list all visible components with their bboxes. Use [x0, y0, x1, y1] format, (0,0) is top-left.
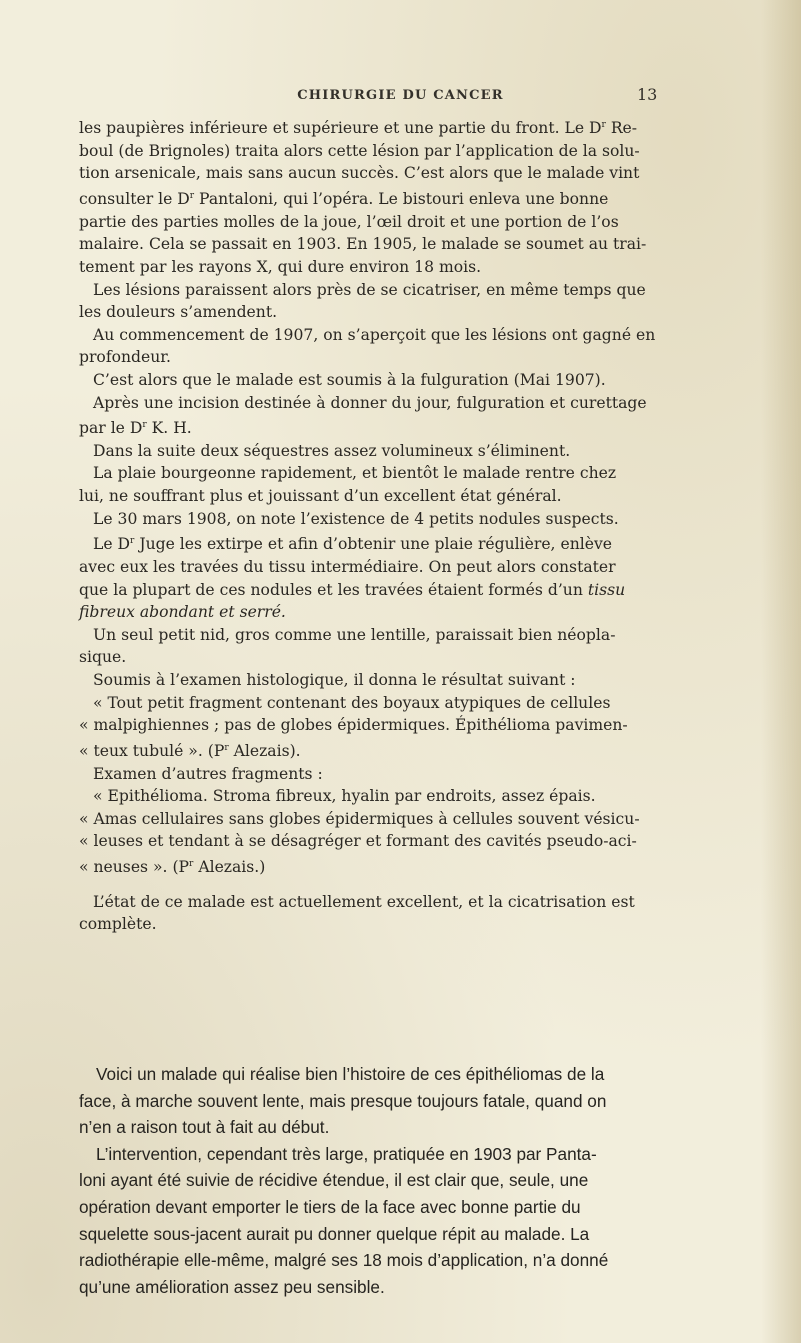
paragraph-line: consulter le $D^r$ Pantaloni, qui l’opéra. Le bistouri enleva une bonne [79, 190, 609, 209]
paragraph-line: que la plupart de ces nodules et les travées étaient formés d’un tissu [79, 580, 626, 599]
paragraph-line: loni ayant été suivie de récidive étendue, il est clair que, seule, une [79, 1170, 589, 1191]
paragraph-line: par le $D^r$ K. H. [79, 419, 192, 438]
paragraph-line: Au commencement de 1907, on s’aperçoit que les lésions ont gagné en [93, 325, 656, 344]
paragraph-line: tement par les rayons X, qui dure environ 18 mois. [79, 257, 482, 276]
spacer [79, 879, 704, 891]
page-header [0, 85, 801, 108]
quote-line: « Epithélioma. Stroma fibreux, hyalin par endroits, assez épais. [93, 787, 596, 806]
paragraph-line: Examen d’autres fragments : [93, 764, 323, 783]
paragraph-line: Un seul petit nid, gros comme une lentille, paraissait bien néopla- [93, 625, 616, 644]
paragraph-line: avec eux les travées du tissu intermédiaire. On peut alors constater [79, 558, 616, 577]
commentary-text [79, 1061, 714, 1300]
paragraph-line: Les lésions paraissent alors près de se cicatriser, en même temps que [93, 280, 646, 299]
paragraph-line: qu’une amélioration assez peu sensible. [79, 1276, 385, 1297]
quote-line: « malpighiennes ; pas de globes épidermiques. Épithélioma pavimen- [79, 716, 628, 735]
paragraph-line: sique. [79, 648, 127, 667]
case-report-text [79, 114, 704, 936]
paragraph-line: face, à marche souvent lente, mais presque toujours fatale, quand on [79, 1090, 607, 1111]
quote-line: « teux tubulé ». ($P^r$ Alezais). [79, 741, 301, 760]
paragraph-line: C’est alors que le malade est soumis à la fulguration (Mai 1907). [93, 370, 606, 389]
paragraph-line: tion arsenicale, mais sans aucun succès. C’est alors que le malade vint [79, 164, 640, 183]
paragraph-line: n’en a raison tout à fait au début. [79, 1117, 330, 1138]
quote-line: « leuses et tendant à se désagréger et formant des cavités pseudo-aci- [79, 832, 637, 851]
paragraph-line: partie des parties molles de la joue, l’œil droit et une portion de l’os [79, 212, 619, 231]
paragraph-line: Dans la suite deux séquestres assez volumineux s’éliminent. [93, 441, 571, 460]
paragraph-line: les douleurs s’amendent. [79, 303, 278, 322]
paragraph-line: Le $D^r$ Juge les extirpe et afin d’obtenir une plaie régulière, enlève [93, 535, 612, 554]
paragraph-line: Voici un malade qui réalise bien l’histoire de ces épithéliomas de la [96, 1064, 605, 1084]
paragraph-line: L’état de ce malade est actuellement excellent, et la cicatrisation est [93, 892, 635, 911]
paragraph-line: complète. [79, 915, 157, 934]
paragraph-line: radiothérapie elle-même, malgré ses 18 mois d’application, n’a donné [79, 1250, 609, 1271]
running-head: CHIRURGIE DU CANCER [297, 88, 504, 103]
paragraph-line: Le 30 mars 1908, on note l’existence de 4 petits nodules suspects. [93, 509, 619, 528]
quote-line: « Tout petit fragment contenant des boyaux atypiques de cellules [93, 693, 611, 712]
paragraph-line: fibreux abondant et serré. [79, 603, 286, 622]
paragraph-line: malaire. Cela se passait en 1903. En 1905, le malade se soumet au trai- [79, 235, 647, 254]
paragraph-line: les paupières inférieure et supérieure et une partie du front. Le $D^r$ Re- [79, 119, 638, 138]
paragraph-line: squelette sous-jacent aurait pu donner quelque répit au malade. La [79, 1223, 590, 1244]
paragraph-line: lui, ne souffrant plus et jouissant d’un excellent état général. [79, 487, 562, 506]
paragraph-line: profondeur. [79, 348, 171, 367]
paragraph-line: La plaie bourgeonne rapidement, et bientôt le malade rentre chez [93, 464, 617, 483]
paragraph-line: Soumis à l’examen histologique, il donna le résultat suivant : [93, 671, 576, 689]
paragraph-line: boul (de Brignoles) traita alors cette lésion par l’application de la solu- [79, 141, 640, 160]
quote-line: « neuses ». ($P^r$ Alezais.) [79, 858, 266, 877]
paragraph-line: Après une incision destinée à donner du jour, fulguration et curettage [93, 393, 647, 412]
quote-line: « Amas cellulaires sans globes épidermiques à cellules souvent vésicu- [79, 809, 640, 828]
page-number: 13 [637, 85, 658, 104]
paragraph-line: L’intervention, cependant très large, pratiquée en 1903 par Panta- [96, 1143, 597, 1164]
paragraph-line: opération devant emporter le tiers de la face avec bonne partie du [79, 1196, 581, 1217]
page-edge-shadow [761, 0, 801, 1343]
